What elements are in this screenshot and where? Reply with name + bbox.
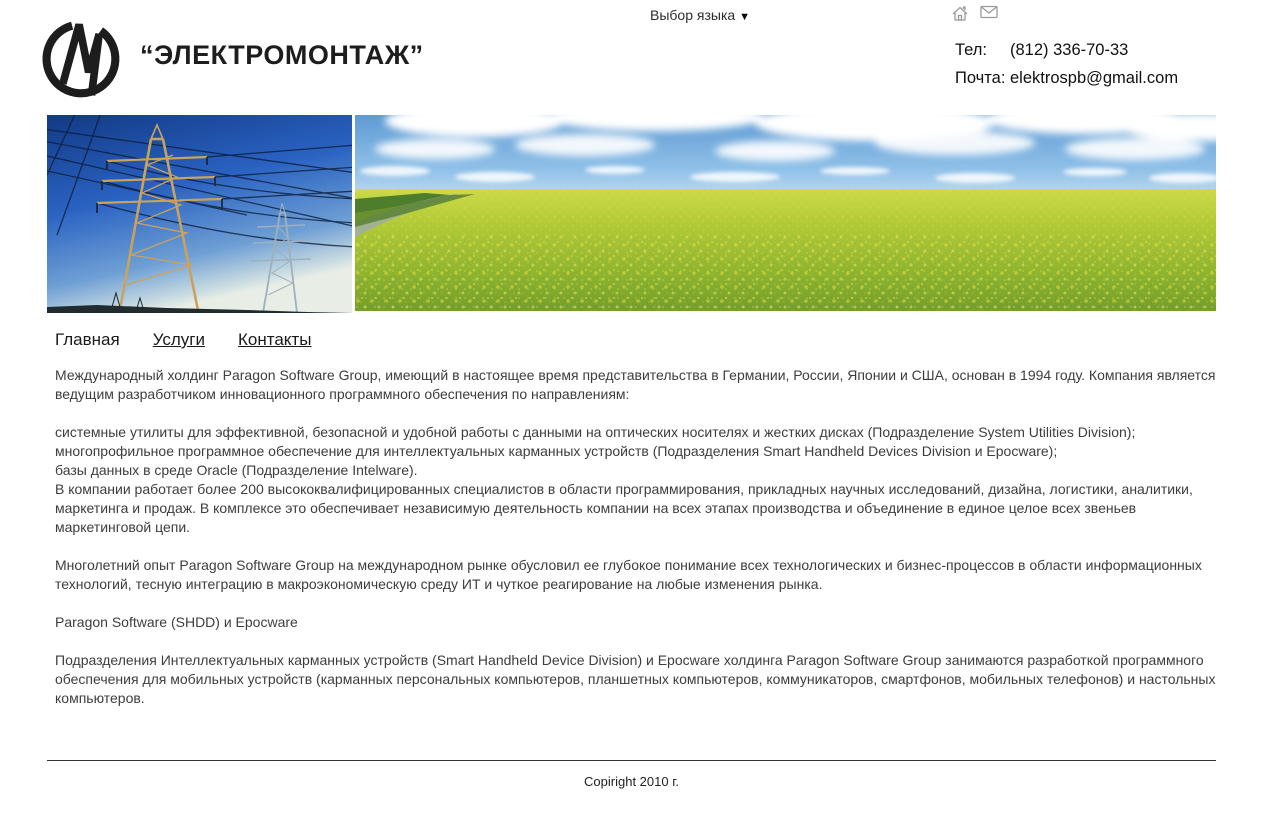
- mail-icon[interactable]: [980, 5, 998, 23]
- language-selector[interactable]: [650, 7, 750, 23]
- nav-item-home[interactable]: Главная: [55, 330, 120, 349]
- contact-phone: [955, 36, 1178, 64]
- email-value: elektrospb@gmail.com: [1010, 69, 1179, 87]
- nav-item-services[interactable]: Услуги: [152, 330, 205, 349]
- contact-email: [955, 64, 1178, 92]
- paragraph-intro: Международный холдинг Paragon Software Group, имеющий в настоящее время представительства в Германии, России, Японии и США, основан в 1994 году. Компания является ведущим разработчиком инновационного программного обеспечения по направлениям:: [55, 367, 1216, 402]
- lightning-logo-icon: [38, 89, 124, 106]
- paragraph-divisions: Подразделения Интеллектуальных карманных устройств (Smart Handheld Device Division) и Epocware холдинга Paragon Software Group занимаются разработкой программного обеспечения для мобильных устройств (карманных персональных компьютеров, планшетных компьютеров, коммуникаторов, смартфонов, мобильных телефонов) и настольных компьютеров.: [55, 652, 1216, 706]
- paragraph-divisions-title: Paragon Software (SHDD) и Epocware: [55, 614, 298, 630]
- paragraph-line: многопрофильное программное обеспечение для интеллектуальных карманных устройств (Подразделения Smart Handheld Devices Division и Epocware);: [55, 443, 1058, 459]
- field-landscape-image: [355, 115, 1216, 311]
- paragraph-line: В компании работает более 200 высококвалифицированных специалистов в области программирования, прикладных научных исследований, дизайна, логистики, аналитики, маркетинга и продаж. В комплексе это обеспечивает независимую деятельность компании на всех этапах производства и объединение в единое целое всех звеньев маркетинговой цепи.: [55, 481, 1193, 535]
- main-nav: [55, 330, 344, 350]
- contact-info: [955, 36, 1178, 92]
- power-pylons-image: [47, 115, 352, 313]
- dropdown-caret-icon: ▼: [739, 11, 751, 23]
- logo-link[interactable]: [38, 12, 124, 102]
- company-name: “ЭЛЕКТРОМОНТАЖ”: [140, 40, 424, 70]
- main-content: [55, 366, 1217, 727]
- phone-label: Тел:: [955, 41, 987, 59]
- email-label: Почта:: [955, 69, 1006, 87]
- nav-item-contacts[interactable]: Контакты: [238, 330, 312, 349]
- language-selector-label: Выбор языка: [650, 7, 736, 23]
- paragraph-experience: Многолетний опыт Paragon Software Group на международном рынке обусловил ее глубокое понимание всех технологических и бизнес-процессов в области информационных технологий, тесную интеграцию в макроэкономическую среду ИТ и чуткое реагирование на любые изменения рынка.: [55, 557, 1202, 592]
- home-icon[interactable]: [951, 5, 969, 23]
- header-quick-links: [951, 5, 1001, 25]
- footer-divider: [47, 760, 1216, 761]
- phone-value: (812) 336-70-33: [1010, 41, 1129, 59]
- paragraph-line: системные утилиты для эффективной, безопасной и удобной работы с данными на оптических носителях и жестких дисках (Подразделение System Utilities Division);: [55, 424, 1136, 440]
- copyright-text: Copiright 2010 г.: [584, 774, 679, 789]
- paragraph-line: базы данных в среде Oracle (Подразделение Intelware).: [55, 462, 418, 478]
